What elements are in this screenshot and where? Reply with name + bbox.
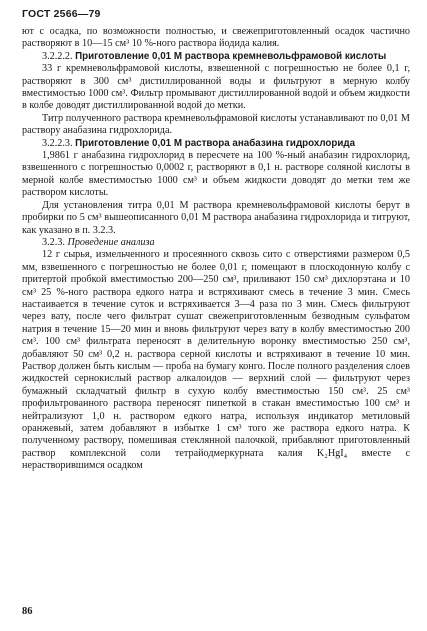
paragraph: Для установления титра 0,01 М раствора кремневольфрамовой кислоты берут в пробирки по 5 см³ вышеописанного 0,01 М раствора анабазина гидрохлорида и титруют, как указано в п. 3.2.3. [22, 199, 410, 236]
section-title: Приготовление 0,01 М раствора кремневольфрамовой кислоты [75, 50, 387, 62]
section-heading-3-2-2-3 [22, 138, 410, 150]
section-number: 3.2.3. [42, 236, 65, 248]
paragraph: ют с осадка, по возможности полностью, и свежеприготовленный осадок частично растворяют в 10—15 см³ 10 %-ного раствора йодида калия. [22, 26, 410, 50]
section-number: 3.2.2.3. [42, 137, 73, 149]
paragraph: Титр полученного раствора кремневольфрамовой кислоты устанавливают по 0,01 М раствору анабазина гидрохлорида. [22, 112, 410, 137]
section-number: 3.2.2.2. [42, 50, 73, 62]
section-title: Проведение анализа [67, 236, 155, 248]
paragraph: 12 г сырья, измельченного и просеянного сквозь сито с отверстиями размером 0,5 мм, взвешенного с погрешностью не более 0,01 г, помещают в плоскодонную колбу с притертой пробкой вместимостью 200—250 см³, приливают 150 см³ дихлорэтана и 10 см³ 25 %-ного раствора едкого натра и встряхивают смесь в течение 3 мин. Смесь настаивается в течение суток и встряхивается 3—4 раза по 3 мин. Смесь фильтруют через вату, после чего фильтрат сушат свежеприготовленным безводным сульфатом натрия в течение 15—20 мин и вновь фильтруют через вату в колбу вместимостью 200 см³. 100 см³ фильтрата переносят в делительную воронку вместимостью 250 см³, добавляют 50 см³ 0,2 н. раствора серной кислоты и встряхивают в течение 10 мин. Раствор должен быть кислым — проба на бумагу конго. После полного разделения слоев жидкостей сернокислый раствор алкалоидов — верхний слой — фильтруют через бумажный складчатый фильтр в сухую колбу вместимостью 150 см³. 25 см³ профильтрованного раствора переносят пипеткой в стакан вместимостью 100 см³ и нейтрализуют 1,0 н. раствором едкого натра, используя индикатор метиловый оранжевый, затем добавляют в избытке 1 см³ того же раствора едкого натра. К полученному раствору, помешивая стеклянной палочкой, прибавляют приготовленный раствор комплексной соли тетрайодмеркурната калия K₂HgI₄ вместе с нерастворившимся осадком [22, 249, 410, 472]
section-title: Приготовление 0,01 М раствора анабазина гидрохлорида [75, 137, 356, 149]
paragraph: 1,9861 г анабазина гидрохлорид в пересчете на 100 %-ный анабазин гидрохлорид, взвешенного с погрешностью 0,0002 г, растворяют в 0,1 н. растворе соляной кислоты в мерной колбе вместимостью 1000 см³ и объем жидкости доводят до метки тем же раствором кислоты. [22, 150, 410, 199]
section-heading-3-2-3 [22, 237, 410, 249]
section-heading-3-2-2-2 [22, 51, 410, 63]
body-text [22, 26, 410, 473]
paragraph: 33 г кремневольфрамовой кислоты, взвешенной с погрешностью не более 0,1 г, растворяют в 300 см³ дистиллированной воды и фильтруют в мерную колбу вместимостью 1000 см³. Фильтр промывают дистиллированной водой и объем жидкости в колбе доводят дистиллированной водой до метки. [22, 63, 410, 112]
page-number: 86 [22, 606, 33, 617]
standard-code-header: ГОСТ 2566—79 [22, 8, 101, 20]
